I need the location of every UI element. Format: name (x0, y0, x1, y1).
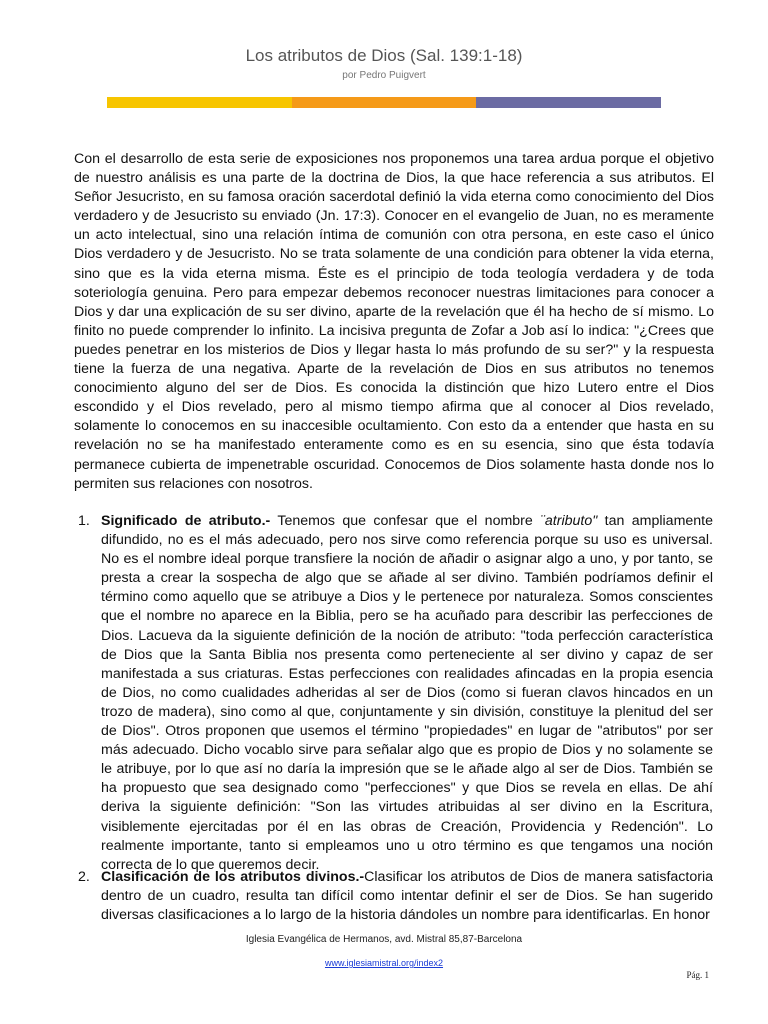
intro-paragraph: Con el desarrollo de esta serie de exposiciones nos proponemos una tarea ardua porque el objetivo de nuestro análisis es una parte de la doctrina de Dios, la que hace referencia a sus atributos. El Señor Jesucristo, en su famosa oración sacerdotal definió la vida eterna como conocimiento del Dios verdadero y de Jesucristo su enviado (Jn. 17:3). Conocer en el evangelio de Juan, no es meramente un acto intelectual, sino una relación íntima de comunión con otra persona, en este caso el único Dios verdadero y de Jesucristo. No se trata solamente de una condición para obtener la vida eterna, sino que es la vida eterna misma. Éste es el principio de toda teología verdadera y de toda soteriología genuina. Pero para empezar debemos reconocer nuestras limitaciones para conocer a Dios y dar una explicación de su ser divino, aparte de la revelación que él ha hecho de sí mismo. Lo finito no puede comprender lo infinito. La incisiva pregunta de Zofar a Job así lo indica: "¿Crees que puedes penetrar en los misterios de Dios y llegar hasta lo más profundo de su ser?" y la respuesta tiene la fuerza de una negativa. Aparte de la revelación de Dios en sus atributos no tenemos conocimiento alguno del ser de Dios. Es conocida la distinción que hizo Lutero entre el Dios escondido y el Dios revelado, pero al mismo tiempo afirma que al conocer al Dios revelado, solamente lo conocemos en su inaccesible ocultamiento. Con esto da a entender que hasta en su revelación no se ha manifestado enteramente como es en su esencia, sino que ésta todavía permanece cubierta de impenetrable oscuridad. Conocemos de Dios solamente hasta donde nos lo permiten sus relaciones con nosotros. (74, 151, 714, 492)
document-author: por Pedro Puigvert (342, 70, 426, 81)
section-number: 2. (78, 869, 90, 885)
section-heading: Clasificación de los atributos divinos.- (101, 869, 365, 885)
divider-segment-orange (292, 97, 477, 108)
section-text-continued: tan ampliamente difundido, no es el más adecuado, pero nos sirve como referencia porque su uso es universal. No es el nombre ideal porque transfiere la noción de añadir o asignar algo a uno, y por tanto, se presta a crear la sospecha de algo que se añade al ser divino. También podríamos definir el término como aquello que se atribuye a Dios y le pertenece por naturaleza. Somos conscientes que el nombre no aparece en la Biblia, pero se ha acuñado para describir las perfecciones de Dios. Lacueva da la siguiente definición de la noción de atributo: "toda perfección característica de Dios que la Santa Biblia nos presenta como perteneciente al ser divino y capaz de ser manifestada a sus criaturas. Estas perfecciones con realidades afincadas en la propia esencia de Dios, no como cualidades adheridas al ser de Dios (como si fueran clavos hincados en un trozo de madera), sino como al que, conjuntamente y sin división, constituye la plenitud del ser de Dios". Otros proponen que usemos el término "propiedades" en lugar de "atributos" por ser más adecuado. Dicho vocablo sirve para señalar algo que es propio de Dios y no solamente se le atribuye, por lo que así no daría la impresión que se le añade algo al ser de Dios. También se ha propuesto que sea designado como "perfecciones" y que Dios se revela en ellas. De ahí deriva la siguiente definición: "Son las virtudes atribuidas al ser divino en la Escritura, visiblemente ejercitadas por él en las obras de Creación, Providencia y Redención". Lo realmente importante, tanto si empleamos uno u otro término es que tengamos una noción correcta de lo que queremos decir. (101, 513, 713, 873)
divider-segment-yellow (107, 97, 292, 108)
section-term: ¨atributo" (540, 513, 598, 529)
footer-website-link[interactable]: www.iglesiamistral.org/index2 (324, 958, 444, 968)
footer-address: Iglesia Evangélica de Hermanos, avd. Mistral 85,87-Barcelona (245, 934, 523, 945)
divider-segment-purple (476, 97, 661, 108)
document-title: Los atributos de Dios (Sal. 139:1-18) (245, 46, 523, 65)
section-number: 1. (78, 513, 90, 529)
section-heading: Significado de atributo.- (101, 513, 271, 529)
page-number: Pág. 1 (686, 970, 709, 980)
section-text: Tenemos que confesar que el nombre (270, 513, 541, 529)
section-text: Clasificar los atributos de Dios de manera satisfactoria dentro de un cuadro, resulta tan difícil como intentar definir el ser de Dios. Se han sugerido diversas clasificaciones a lo largo de la historia dándoles un nombre para identificarlas. En honor (101, 869, 713, 924)
section-1 (78, 512, 713, 875)
color-divider-bar (107, 97, 661, 108)
footer-link-wrapper (0, 958, 768, 968)
section-2 (78, 868, 713, 925)
